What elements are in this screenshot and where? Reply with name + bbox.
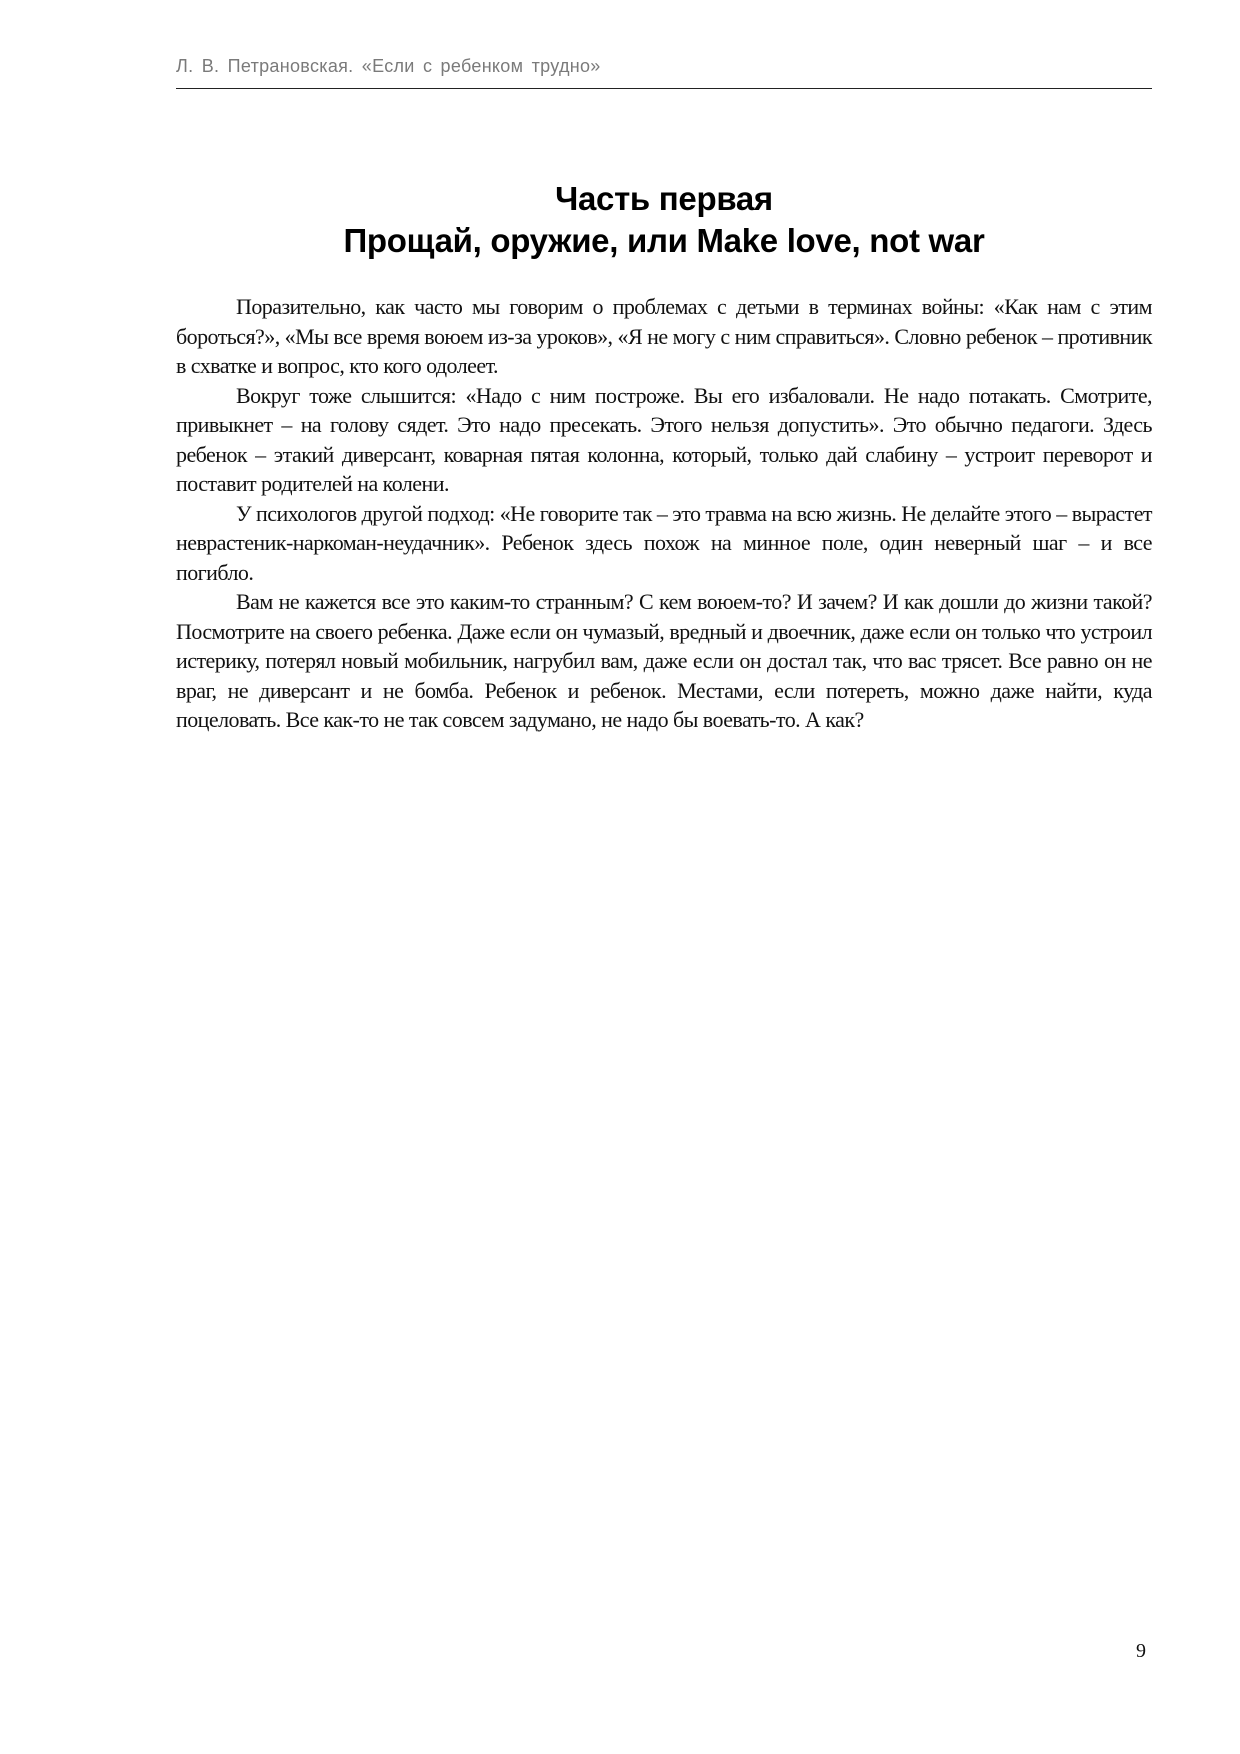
- header-divider: [176, 88, 1152, 89]
- part-label: Часть первая: [555, 180, 773, 217]
- paragraph: Вам не кажется все это каким-то странным? С кем воюем-то? И зачем? И как дошли до жизни такой? Посмотрите на своего ребенка. Даже если он чумазый, вредный и двоечник, даже если он только что устроил истерику, потерял новый мобильник, нагрубил вам, даже если он достал так, что вас трясет. Все равно он не враг, не диверсант и не бомба. Ребенок и ребенок. Местами, если потереть, можно даже найти, куда поцеловать. Все как-то не так совсем задумано, не надо бы воевать-то. А как?: [176, 589, 1152, 732]
- chapter-heading: [176, 178, 1152, 262]
- paragraph: Поразительно, как часто мы говорим о проблемах с детьми в терминах войны: «Как нам с этим бороться?», «Мы все время воюем из-за уроков», «Я не могу с ним справиться». Словно ребенок – противник в схватке и вопрос, кто кого одолеет.: [176, 294, 1152, 378]
- paragraph: Вокруг тоже слышится: «Надо с ним построже. Вы его избаловали. Не надо потакать. Смотрите, привыкнет – на голову сядет. Это надо пресекать. Этого нельзя допустить». Это обычно педагоги. Здесь ребенок – этакий диверсант, коварная пятая колонна, который, только дай слабину – устроит переворот и поставит родителей на колени.: [176, 382, 1152, 496]
- paragraph: У психологов другой подход: «Не говорите так – это травма на всю жизнь. Не делайте этого – вырастет неврастеник-наркоман-неудачник». Ребенок здесь похож на минное поле, один неверный шаг – и все погибло.: [176, 500, 1152, 585]
- chapter-title: Прощай, оружие, или Make love, not war: [343, 222, 985, 259]
- body-text: [176, 292, 1152, 735]
- running-header: Л. В. Петрановская. «Если с ребенком трудно»: [176, 56, 601, 76]
- page-number: 9: [1136, 1640, 1146, 1662]
